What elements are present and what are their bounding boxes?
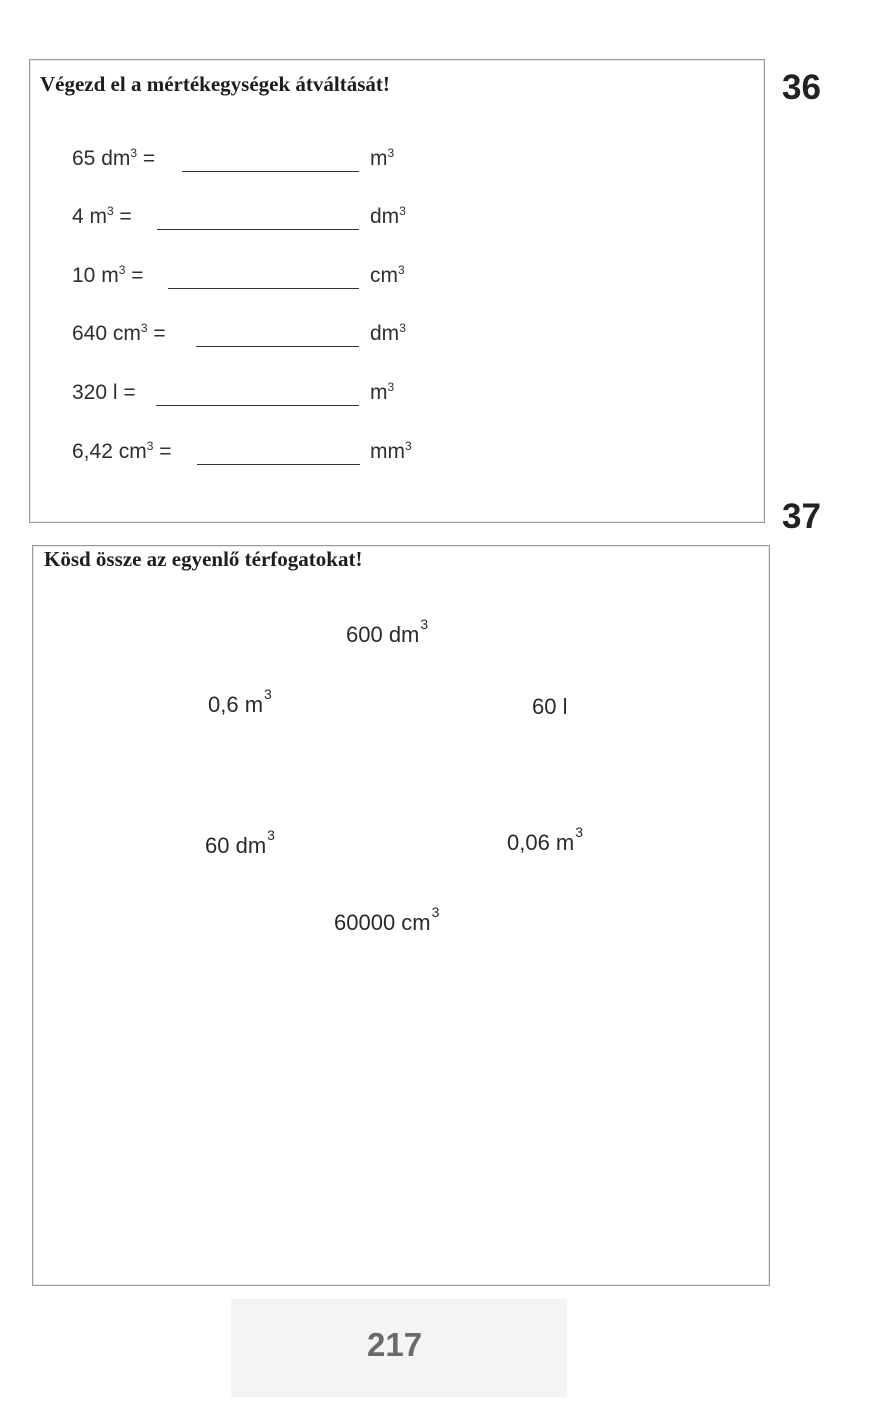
volume-item[interactable]: 0,6 $m^3$ [208, 686, 272, 717]
conversion-lhs: 65 $dm^3$ = [72, 146, 156, 170]
conversion-unit: $cm^3$ [370, 263, 405, 287]
exercise-number-36: 36 [782, 68, 821, 107]
answer-blank[interactable] [196, 346, 359, 347]
exercise-number-37: 37 [782, 497, 821, 536]
answer-blank[interactable] [157, 229, 359, 230]
answer-blank[interactable] [168, 288, 359, 289]
conversion-lhs: 4 $m^3$ = [72, 204, 132, 228]
volume-item[interactable]: 600 $dm^3$ [346, 616, 429, 647]
conversion-unit: $dm^3$ [370, 204, 406, 228]
conversion-unit: $m^3$ [370, 380, 395, 404]
answer-blank[interactable] [197, 464, 360, 465]
volume-item[interactable]: 60 $dm^3$ [205, 827, 275, 858]
volume-item[interactable]: 60000 $cm^3$ [334, 904, 440, 935]
conversion-lhs: 640 $cm^3$ = [72, 321, 166, 345]
conversion-unit: $m^3$ [370, 146, 395, 170]
exercise-36-title: Végezd el a mértékegységek átváltását! [40, 72, 390, 96]
volume-item[interactable]: 0,06 $m^3$ [507, 824, 584, 855]
volume-item[interactable]: 60 l [532, 694, 568, 719]
conversion-unit: $dm^3$ [370, 321, 406, 345]
answer-blank[interactable] [182, 171, 359, 172]
answer-blank[interactable] [156, 405, 359, 406]
conversion-unit: $mm^3$ [370, 439, 412, 463]
conversion-lhs: 6,42 $cm^3$ = [72, 439, 172, 463]
conversion-lhs: 320 l = [72, 381, 136, 404]
conversion-lhs: 10 $m^3$ = [72, 263, 144, 287]
page-number: 217 [367, 1326, 423, 1363]
exercise-37-title: Kösd össze az egyenlő térfogatokat! [44, 547, 363, 571]
